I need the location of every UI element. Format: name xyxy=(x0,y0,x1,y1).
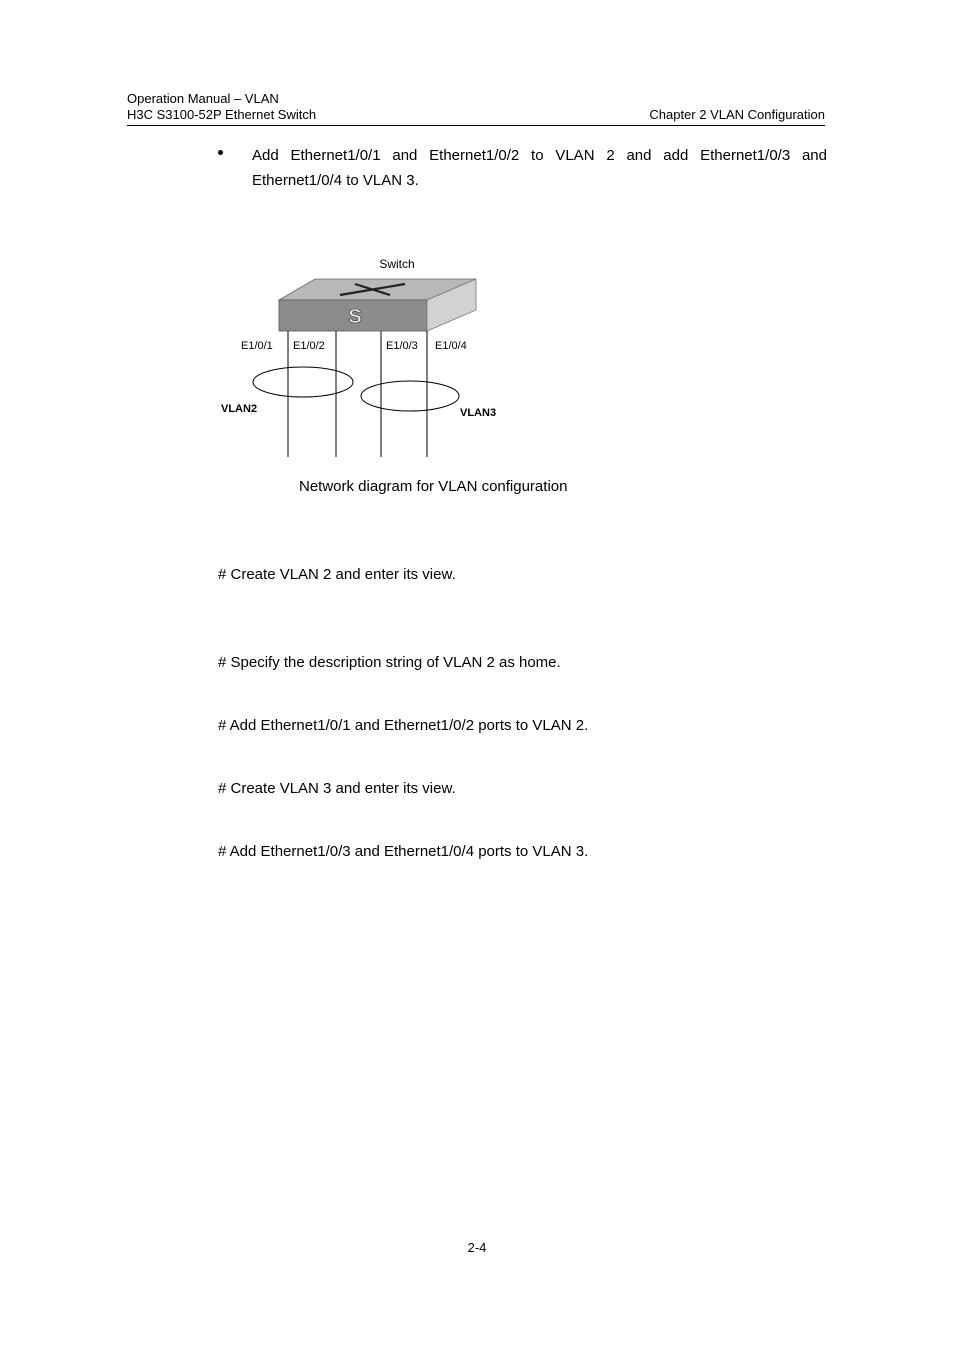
page-number: 2-4 xyxy=(467,1240,487,1255)
port-label-4: E1/0/4 xyxy=(435,340,467,352)
port-label-3: E1/0/3 xyxy=(386,340,418,352)
step-create-vlan2: # Create VLAN 2 and enter its view. xyxy=(218,566,456,583)
port-label-1: E1/0/1 xyxy=(241,340,273,352)
step-add-ports-vlan2: # Add Ethernet1/0/1 and Ethernet1/0/2 ports to VLAN 2. xyxy=(218,717,589,734)
vlan3-ellipse xyxy=(361,381,459,411)
figure-caption: Network diagram for VLAN configuration xyxy=(299,478,568,495)
vlan2-label: VLAN2 xyxy=(221,403,258,415)
step-create-vlan3: # Create VLAN 3 and enter its view. xyxy=(218,780,456,797)
bullet-dot-icon xyxy=(218,150,223,155)
port-label-2: E1/0/2 xyxy=(293,340,325,352)
step-add-ports-vlan3: # Add Ethernet1/0/3 and Ethernet1/0/4 ports to VLAN 3. xyxy=(218,843,589,860)
header-product: H3C S3100-52P Ethernet Switch xyxy=(127,107,317,122)
step-describe-vlan2: # Specify the description string of VLAN 2 as home. xyxy=(218,654,561,671)
switch-label: Switch xyxy=(379,257,415,271)
header-manual-title: Operation Manual – VLAN xyxy=(127,91,279,106)
vlan3-label: VLAN3 xyxy=(460,407,497,419)
bullet-text: Add Ethernet1/0/1 and Ethernet1/0/2 to VLAN 2 and add Ethernet1/0/3 and Ethernet1/0/4 to VLAN 3. xyxy=(252,147,827,189)
vlan2-ellipse xyxy=(253,367,353,397)
header-chapter: Chapter 2 VLAN Configuration xyxy=(649,107,825,122)
header-rule xyxy=(127,125,825,126)
network-diagram xyxy=(215,250,515,465)
switch-logo: S xyxy=(348,306,362,328)
